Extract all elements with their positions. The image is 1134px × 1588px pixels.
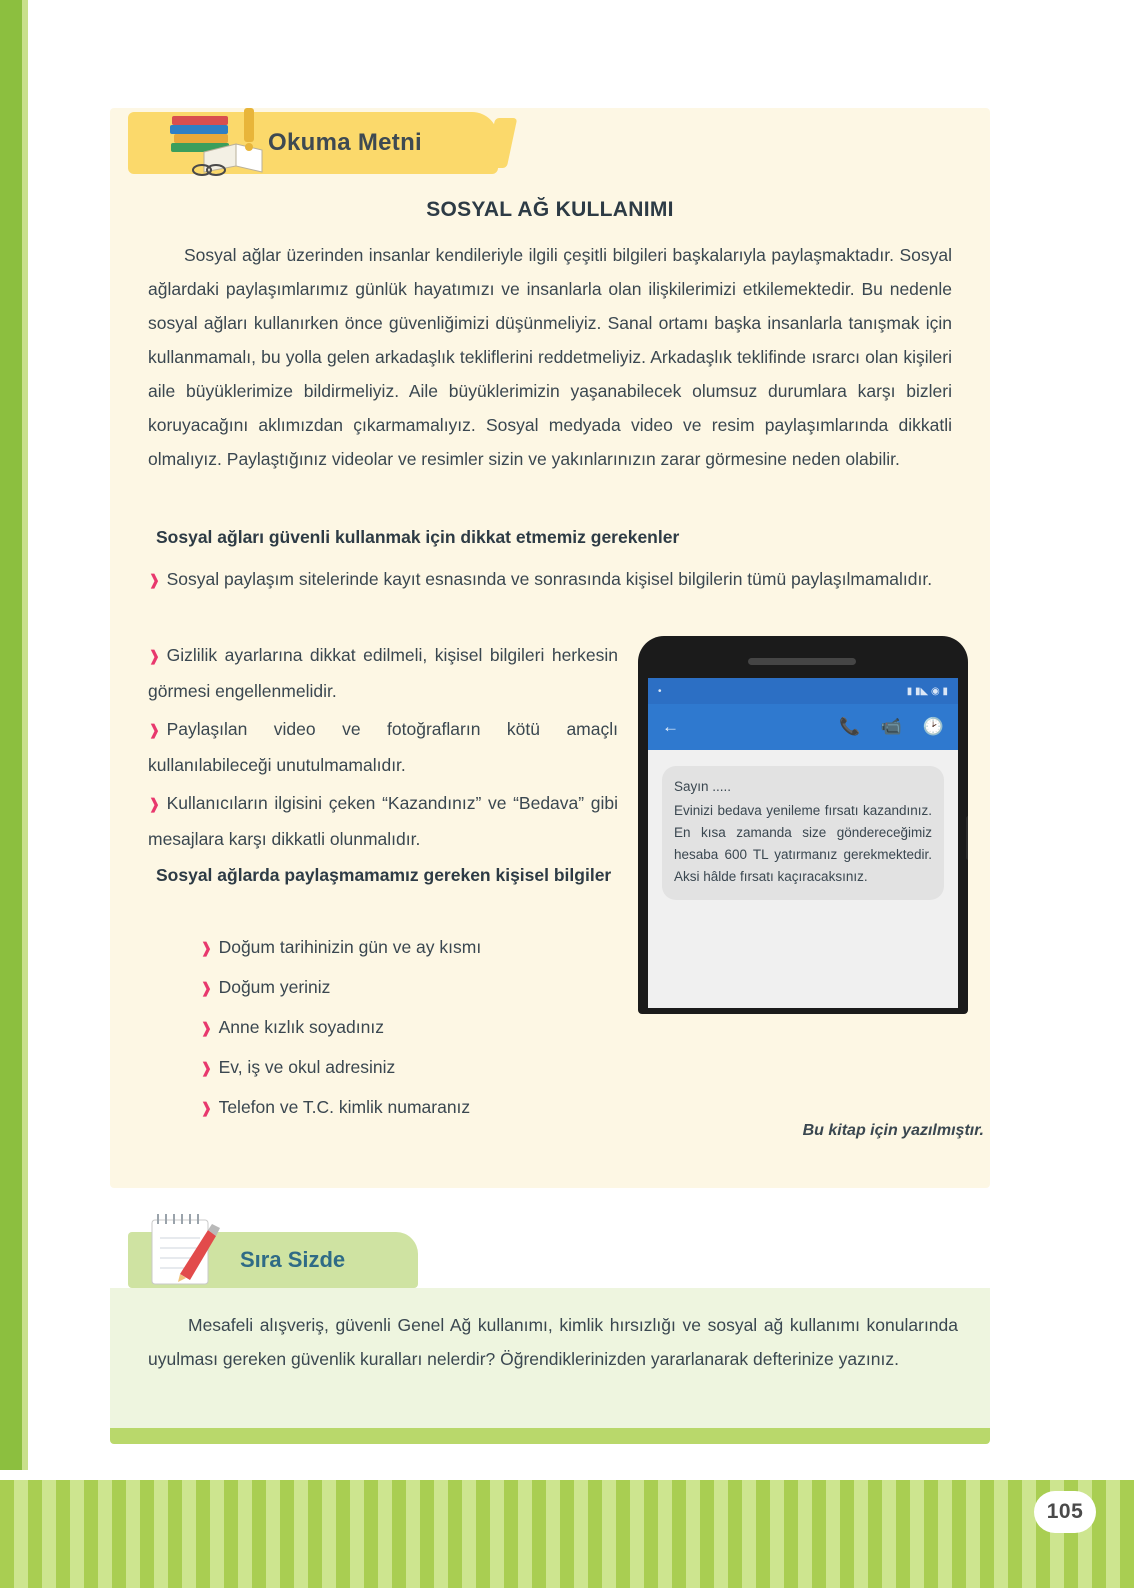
notepad-pencil-icon — [134, 1208, 238, 1288]
activity-section-tab — [128, 1232, 418, 1288]
page-title: SOSYAL AĞ KULLANIMI — [426, 198, 674, 221]
video-camera-icon[interactable]: 📹 — [880, 717, 903, 736]
activity-section-tab-label: Sıra Sizde — [240, 1247, 346, 1272]
bullet-text: Sosyal paylaşım sitelerinde kayıt esnasında ve sonrasında kişisel bilgilerin tümü paylaşılmamalıdır. — [166, 569, 933, 589]
back-arrow-icon[interactable]: ← — [662, 717, 679, 736]
sms-message-bubble — [662, 766, 944, 900]
phone-status-bar — [648, 678, 958, 704]
reading-section-tab-label: Okuma Metni — [268, 129, 422, 156]
phone-icon[interactable]: 📞 — [839, 717, 861, 736]
phone-app-bar — [648, 704, 958, 750]
phone-speaker — [748, 658, 856, 665]
bullet-text: Paylaşılan video ve fotoğrafların kötü amaçlı kullanılabileceği unutulmamalıdır. — [148, 719, 618, 775]
message-body: Evinizi bedava yenileme fırsatı kazandınız. En kısa zamanda size göndereceğimiz hesaba 600 TL yatırmanız gerekmektedir. Aksi hâlde fırsatı kaçıracaksınız. — [674, 803, 932, 884]
footer-striped-band — [0, 1480, 1134, 1588]
phone-illustration — [638, 636, 968, 1014]
paragraph: Sosyal ağlar üzerinden insanlar kendileriyle ilgili çeşitli bilgileri başkalarıyla paylaşmaktadır. Sosyal ağlardaki paylaşımlarımız günlük hayatımızı ve insanlarla olan ilişkilerimizi etkilemektedir. Bu nedenle sosyal ağları kullanırken önce güvenliğimizi düşünmeliyiz. Sanal ortamı başka insanlarla tanışmak için kullanmamalı, bu yolla gelen arkadaşlık tekliflerini reddetmeliyiz. Arkadaşlık teklifinde ısrarcı olan kişileri aile büyüklerimize bildirmeliyiz. Aile büyüklerimizin yaşanabilecek olumsuz durumlara karşı bizleri koruyacağını aklımızdan çıkarmamalıyız. Sosyal medyada video ve resim paylaşımlarında dikkatli olmalıyız. Paylaştığınız videolar ve resimler sizin ve yakınlarınızın zarar görmesine neden olabilir. — [148, 245, 952, 469]
list-item — [200, 928, 660, 968]
bullet-text: Gizlilik ayarlarına dikkat edilmeli, kişisel bilgileri herkesin görmesi engellenmelidir. — [148, 645, 618, 701]
books-icon — [158, 90, 276, 178]
subheading-safe-usage: Sosyal ağları güvenli kullanmak için dikkat etmemiz gerekenler — [156, 527, 680, 547]
status-left-icons: • — [658, 685, 662, 697]
list-item — [200, 1008, 660, 1048]
list-item-label: Anne kızlık soyadınız — [218, 1017, 384, 1037]
list-item-label: Doğum tarihinizin gün ve ay kısmı — [218, 937, 482, 957]
bullet-item — [148, 712, 618, 782]
page-number: 105 — [1034, 1491, 1096, 1533]
bullet-arrow-icon: ❱ — [200, 1060, 213, 1077]
bullet-arrow-icon: ❱ — [148, 722, 161, 739]
bullet-arrow-icon: ❱ — [148, 796, 161, 813]
bullet-item — [148, 562, 952, 598]
bullet-arrow-icon: ❱ — [148, 648, 161, 665]
bullet-item — [148, 786, 618, 856]
app-bar-actions — [823, 717, 944, 737]
page-left-edge-bar — [0, 0, 22, 1588]
reading-body-text — [148, 238, 952, 482]
list-item-label: Doğum yeriniz — [218, 977, 331, 997]
bullet-arrow-icon: ❱ — [200, 980, 213, 997]
source-credit: Bu kitap için yazılmıştır. — [802, 1122, 984, 1139]
bullet-arrow-icon: ❱ — [200, 1100, 213, 1117]
bullet-arrow-icon: ❱ — [200, 940, 213, 957]
personal-info-list — [200, 928, 660, 1128]
bullet-arrow-icon: ❱ — [200, 1020, 213, 1037]
reading-section-tab — [128, 112, 498, 174]
list-item-label: Ev, iş ve okul adresiniz — [218, 1057, 396, 1077]
bullet-item — [148, 638, 618, 708]
footer-gap — [0, 1470, 1134, 1480]
activity-panel-underbar — [110, 1428, 990, 1444]
clock-icon[interactable]: 🕑 — [922, 717, 944, 736]
list-item — [200, 968, 660, 1008]
list-item-label: Telefon ve T.C. kimlik numaranız — [218, 1097, 471, 1117]
bullet-arrow-icon: ❱ — [148, 572, 161, 589]
message-greeting: Sayın ..... — [674, 779, 732, 794]
phone-screen — [648, 678, 958, 1008]
phone-side-button — [966, 816, 968, 860]
list-item — [200, 1048, 660, 1088]
activity-instruction-text: Mesafeli alışveriş, güvenli Genel Ağ kullanımı, kimlik hırsızlığı ve sosyal ağ kullanımı konularında uyulması gereken güvenlik kuralları nelerdir? Öğrendiklerinizden yararlanarak defterinize yazınız. — [148, 1315, 958, 1369]
page-left-edge-bar-light — [22, 0, 28, 1588]
list-item — [200, 1088, 660, 1128]
status-right-icons: ▮ ▮◣ ◉ ▮ — [906, 685, 948, 697]
subheading-personal-info: Sosyal ağlarda paylaşmamamız gereken kişisel bilgiler — [156, 865, 612, 885]
bullet-text: Kullanıcıların ilgisini çeken “Kazandınız” ve “Bedava” gibi mesajlara karşı dikkatli olunmalıdır. — [148, 793, 618, 849]
